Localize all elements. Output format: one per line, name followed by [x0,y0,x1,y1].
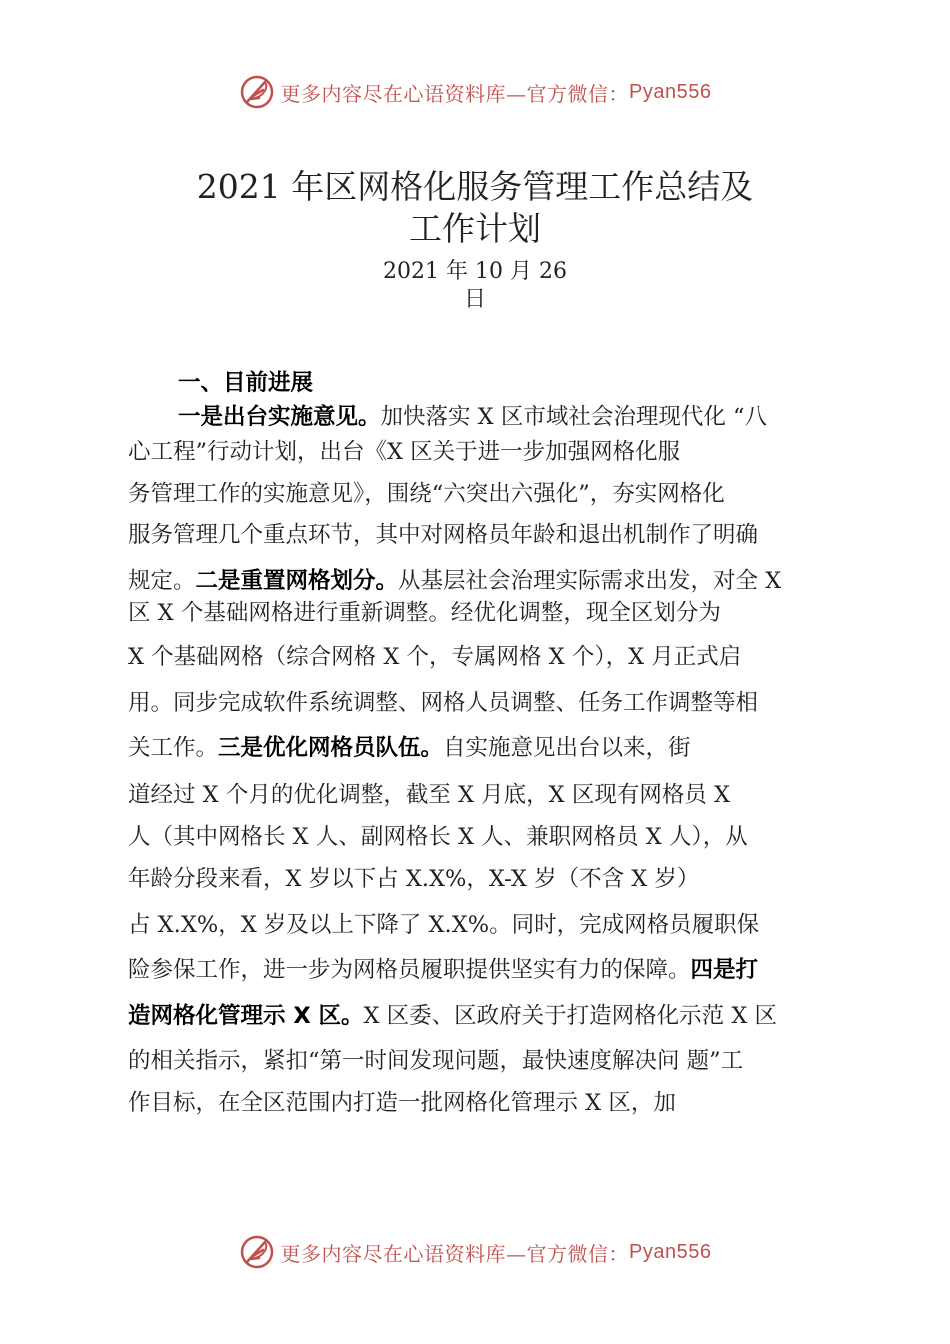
feather-logo-icon [239,1234,275,1270]
banner-text: 更多内容尽在心语资料库—官方微信： [280,81,630,106]
body-line: 的相关指示，紧扣“第一时间发现问题，最快速度解决问 题”工 [128,1048,744,1074]
bold-lead: 造网格化管理示 X 区。 [128,1003,364,1029]
body-text: 关工作。 [128,735,219,761]
header-watermark-banner [0,70,950,114]
body-line: 务管理工作的实施意见》，围绕“六突出六强化”，夯实网格化 [128,481,725,507]
bold-lead: 二是重置网格划分。 [195,568,399,594]
document-title-line1: 2021 年区网格化服务管理工作总结及 [196,167,754,206]
body-line: 用。同步完成软件系统调整、网格人员调整、任务工作调整等相 [128,690,759,716]
body-line: X 个基础网格（综合网格 X 个，专属网格 X 个），X 月正式启 [128,644,742,670]
body-line [128,566,781,596]
bold-lead: 三是优化网格员队伍。 [218,735,444,761]
bold-lead: 四是打 [690,957,759,983]
body-line [128,955,758,985]
body-line: 心工程”行动计划，出台《X 区关于进一步加强网格化服 [128,439,681,465]
body-text: 自实施意见出台以来，街 [443,735,691,761]
body-line: 占 X.X%，X 岁及以上下降了 X.X%。同时，完成网格员履职保 [128,912,760,938]
document-date-line1: 2021 年 10 月 26 [383,259,567,284]
body-line [128,733,691,763]
body-line [178,402,767,432]
document-title-line2: 工作计划 [409,209,541,248]
banner-wechat-id: Pyan556 [629,1240,712,1263]
banner-wechat-id: Pyan556 [629,80,712,103]
body-text: 险参保工作，进一步为网格员履职提供坚实有力的保障。 [128,957,691,983]
feather-logo-icon [239,74,275,110]
body-line: 人（其中网格长 X 人、副网格长 X 人、兼职网格员 X 人），从 [128,824,748,850]
body-line: 作目标，在全区范围内打造一批网格化管理示 X 区，加 [128,1090,676,1116]
footer-watermark-banner [0,1230,950,1274]
bold-lead: 一是出台实施意见。 [178,404,381,430]
body-line: 区 X 个基础网格进行重新调整。经优化调整，现全区划分为 [128,600,721,626]
body-text: 从基层社会治理实际需求出发，对全 X [398,568,782,594]
banner-text: 更多内容尽在心语资料库—官方微信： [280,1241,630,1266]
body-line: 年龄分段来看，X 岁以下占 X.X%，X-X 岁（不含 X 岁） [128,866,700,892]
body-line: 道经过 X 个月的优化调整，截至 X 月底，X 区现有网格员 X [128,782,730,808]
body-line [128,1001,777,1031]
body-line: 服务管理几个重点环节，其中对网格员年龄和退出机制作了明确 [128,522,759,548]
body-text: 加快落实 X 区市域社会治理现代化 “八 [380,404,767,430]
document-date-line2: 日 [463,287,486,312]
body-text: 规定。 [128,568,196,594]
body-text: X 区委、区政府关于打造网格化示范 X 区 [363,1003,778,1029]
section-heading: 一、目前进展 [178,370,314,396]
